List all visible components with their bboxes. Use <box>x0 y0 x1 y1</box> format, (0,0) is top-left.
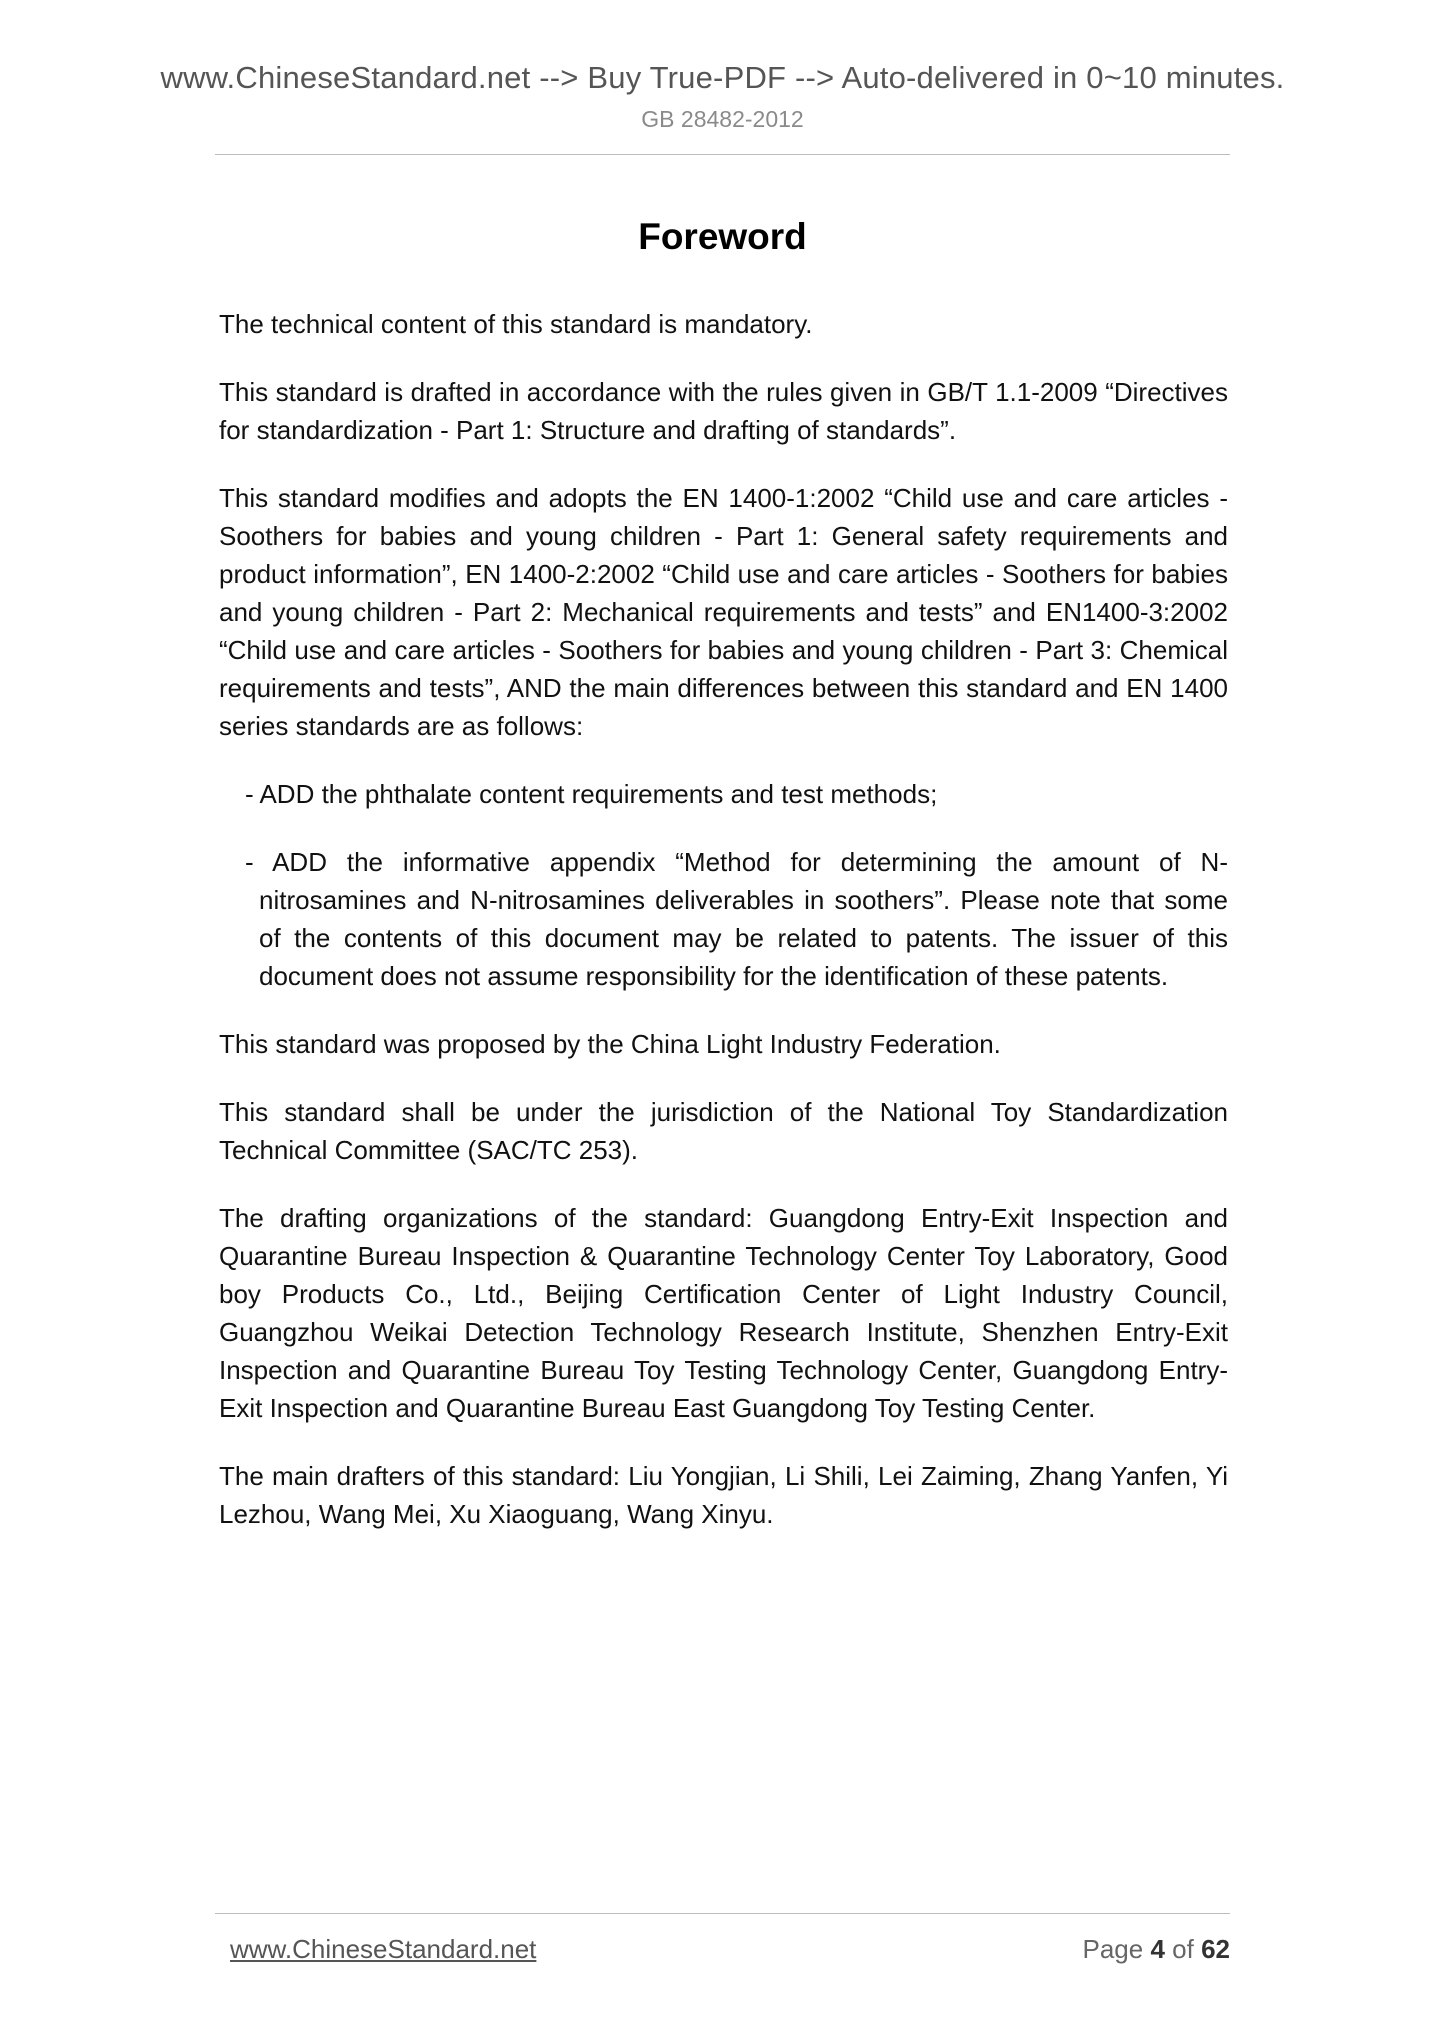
paragraph-jurisdiction: This standard shall be under the jurisdiction of the National Toy Standardization Technical Committee (SAC/TC 253). <box>219 1097 1228 1165</box>
standard-code: GB 28482-2012 <box>641 106 804 132</box>
footer-website-link[interactable]: www.ChineseStandard.net <box>230 1934 537 1964</box>
list-item-appendix: - ADD the informative appendix “Method for determining the amount of N-nitrosamines and N-nitrosamines deliverables in soothers”. Please note that some of the contents of this document may be related to patents. The issuer of this document does not assume responsibility for the identification of these patents. <box>245 847 1228 991</box>
page-label: Page <box>1082 1934 1144 1964</box>
list-item-phthalate: - ADD the phthalate content requirements and test methods; <box>245 779 938 809</box>
footer-divider <box>215 1913 1230 1914</box>
header-banner: www.ChineseStandard.net --> Buy True-PDF --> Auto-delivered in 0~10 minutes. <box>160 60 1285 95</box>
total-pages: 62 <box>1201 1934 1230 1964</box>
page-title: Foreword <box>638 216 807 257</box>
paragraph-main-drafters: The main drafters of this standard: Liu Yongjian, Li Shili, Lei Zaiming, Zhang Yanfen, Yi Lezhou, Wang Mei, Xu Xiaoguang, Wang Xinyu. <box>219 1461 1228 1529</box>
paragraph-proposed-by: This standard was proposed by the China Light Industry Federation. <box>219 1029 1001 1059</box>
paragraph-mandatory: The technical content of this standard is mandatory. <box>219 309 813 339</box>
header-divider <box>215 154 1230 155</box>
of-label: of <box>1172 1934 1194 1964</box>
paragraph-adoption: This standard modifies and adopts the EN 1400-1:2002 “Child use and care articles - Soothers for babies and young children - Part 1: General safety requirements and product information”, EN 1400-2:2002 “Child use and care articles - Soothers for babies and young children - Part 2: Mechanical requirements and tests” and EN1400-3:2002 “Child use and care articles - Soothers for babies and young children - Part 3: Chemical requirements and tests”, AND the main differences between this standard and EN 1400 series standards are as follows: <box>219 483 1228 741</box>
page-indicator <box>1082 1934 1230 1965</box>
page-number: 4 <box>1150 1934 1165 1964</box>
document-body <box>219 305 1228 1563</box>
paragraph-drafting-rules: This standard is drafted in accordance with the rules given in GB/T 1.1-2009 “Directives for standardization - Part 1: Structure and drafting of standards”. <box>219 377 1228 445</box>
paragraph-drafting-organizations: The drafting organizations of the standard: Guangdong Entry-Exit Inspection and Quarantine Bureau Inspection & Quarantine Technology Center Toy Laboratory, Good boy Products Co., Ltd., Beijing Certification Center of Light Industry Council, Guangzhou Weikai Detection Technology Research Institute, Shenzhen Entry-Exit Inspection and Quarantine Bureau Toy Testing Technology Center, Guangdong Entry-Exit Inspection and Quarantine Bureau East Guangdong Toy Testing Center. <box>219 1203 1228 1423</box>
